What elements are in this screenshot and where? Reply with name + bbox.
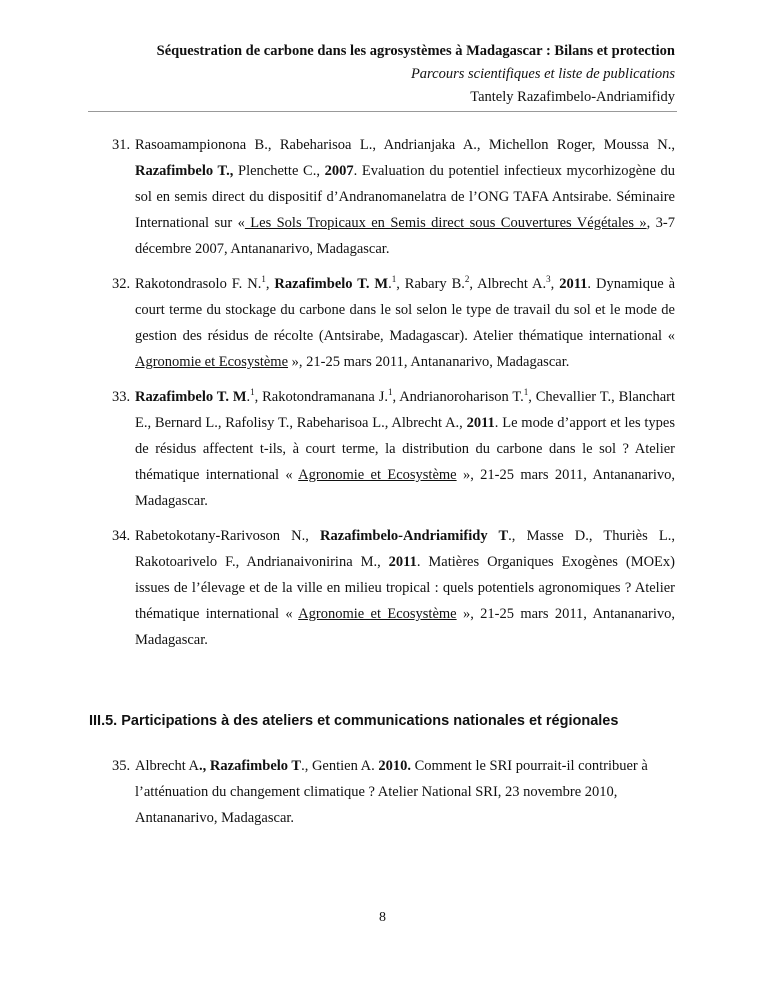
- ref-event-title: Agronomie et Ecosystème: [298, 467, 457, 483]
- ref-author-highlight: ., Razafimbelo T: [199, 758, 302, 774]
- ref-year: 2010.: [378, 758, 412, 774]
- ref-text-end: », 21-25 mars 2011, Antananarivo, Madagascar.: [135, 606, 676, 648]
- ref-authors-cont: , Rabary B.: [396, 276, 465, 292]
- ref-authors-cont: ., Gentien A.: [301, 758, 379, 774]
- ref-event-title: Agronomie et Ecosystème: [298, 606, 457, 622]
- reference-list: [112, 132, 675, 662]
- reference-34: [112, 523, 675, 653]
- ref-dot: .: [388, 276, 392, 292]
- ref-separator: ,: [550, 276, 560, 292]
- ref-text-end: , 3-7 décembre 2007, Antananarivo, Madagascar.: [135, 215, 675, 257]
- header-author: Tantely Razafimbelo-Andriamifidy: [470, 89, 675, 105]
- ref-authors: Rasoamampionona B., Rabeharisoa L., Andrianjaka A., Michellon Roger, Moussa N.,: [135, 137, 675, 153]
- reference-31: [112, 132, 675, 262]
- ref-text: Comment le SRI pourrait-il contribuer à l’atténuation du changement climatique ? Atelier National SRI, 23 novembre 2010, Antananarivo, Madagascar.: [135, 758, 648, 826]
- affiliation-sup: 1: [391, 274, 397, 285]
- header-subtitle: Parcours scientifiques et liste de publications: [410, 66, 675, 82]
- ref-authors: , Rakotondramanana J.: [254, 389, 389, 405]
- ref-authors-cont: ., Masse D., Thuriès L., Rakotoarivelo F., Andrianaivonirina M.,: [135, 528, 675, 570]
- ref-year: 2007: [324, 163, 354, 179]
- ref-text: . Evaluation du potentiel infectieux mycorhizogène du sol en semis direct du dispositif d’Andranomanelatra de l’ONG TAFA Antsirabe. Séminaire International sur «: [135, 163, 675, 231]
- header-title: Séquestration de carbone dans les agrosystèmes à Madagascar : Bilans et protection: [156, 43, 675, 59]
- ref-authors-cont: Plenchette C.,: [233, 163, 325, 179]
- ref-event-title: Agronomie et Ecosystème: [135, 354, 289, 370]
- reference-32: [112, 271, 675, 375]
- ref-dot: .: [246, 389, 251, 405]
- affiliation-sup: 1: [388, 387, 393, 398]
- ref-authors-cont: , Albrecht A.: [469, 276, 547, 292]
- ref-text: . Dynamique à court terme du stockage du carbone dans le sol selon le type de travail du sol et le mode de gestion des résidus de récolte (Antsirabe, Madagascar). Atelier thématique international «: [135, 276, 676, 344]
- ref-text: . Matières Organiques Exogènes (MOEx) issues de l’élevage et de la ville en milieu tropical : quels potentiels agronomiques ? Atelier thématique international «: [135, 554, 675, 622]
- ref-author-highlight: Razafimbelo T. M: [274, 276, 389, 292]
- ref-authors-cont: , Chevallier T., Blanchart E., Bernard L., Rafolisy T., Rabeharisoa L., Albrecht A.,: [135, 389, 676, 431]
- section-heading: III.5. Participations à des ateliers et communications nationales et régionales: [89, 713, 619, 729]
- ref-year: 2011: [559, 276, 588, 292]
- ref-text-end: », 21-25 mars 2011, Antananarivo, Madagascar.: [135, 467, 676, 509]
- ref-number: 34.: [112, 528, 131, 544]
- ref-authors: Albrecht A: [135, 758, 200, 774]
- ref-year: 2011: [388, 554, 417, 570]
- ref-number: 33.: [112, 389, 131, 405]
- reference-list-national: [112, 753, 675, 840]
- ref-text-end: », 21-25 mars 2011, Antananarivo, Madagascar.: [288, 354, 570, 370]
- ref-authors-cont: , Andrianoroharison T.: [392, 389, 524, 405]
- affiliation-sup: 2: [464, 274, 470, 285]
- ref-separator: ,: [265, 276, 275, 292]
- ref-author-highlight: Razafimbelo-Andriamifidy T: [320, 528, 509, 544]
- header-rule: [88, 111, 677, 112]
- ref-authors: Rakotondrasolo F. N.: [135, 276, 262, 292]
- page-header: [85, 40, 675, 109]
- ref-text: . Le mode d’apport et les types de résidus affectent t-ils, à court terme, la distribution du carbone dans le sol ? Atelier thématique international «: [135, 415, 675, 483]
- ref-event-title: Les Sols Tropicaux en Semis direct sous Couvertures Végétales »: [244, 215, 647, 231]
- reference-35: [112, 753, 675, 831]
- ref-number: 32.: [112, 276, 131, 292]
- affiliation-sup: 1: [261, 274, 266, 285]
- affiliation-sup: 3: [546, 274, 551, 285]
- ref-year: 2011: [466, 415, 495, 431]
- ref-number: 35.: [112, 758, 131, 774]
- reference-33: [112, 384, 675, 514]
- ref-author-highlight: Razafimbelo T.,: [135, 163, 234, 179]
- page-number: 8: [379, 910, 386, 925]
- affiliation-sup: 1: [250, 387, 255, 398]
- affiliation-sup: 1: [523, 387, 529, 398]
- ref-authors: Rabetokotany-Rarivoson N.,: [135, 528, 321, 544]
- ref-author-highlight: Razafimbelo T. M: [135, 389, 247, 405]
- ref-number: 31.: [112, 137, 131, 153]
